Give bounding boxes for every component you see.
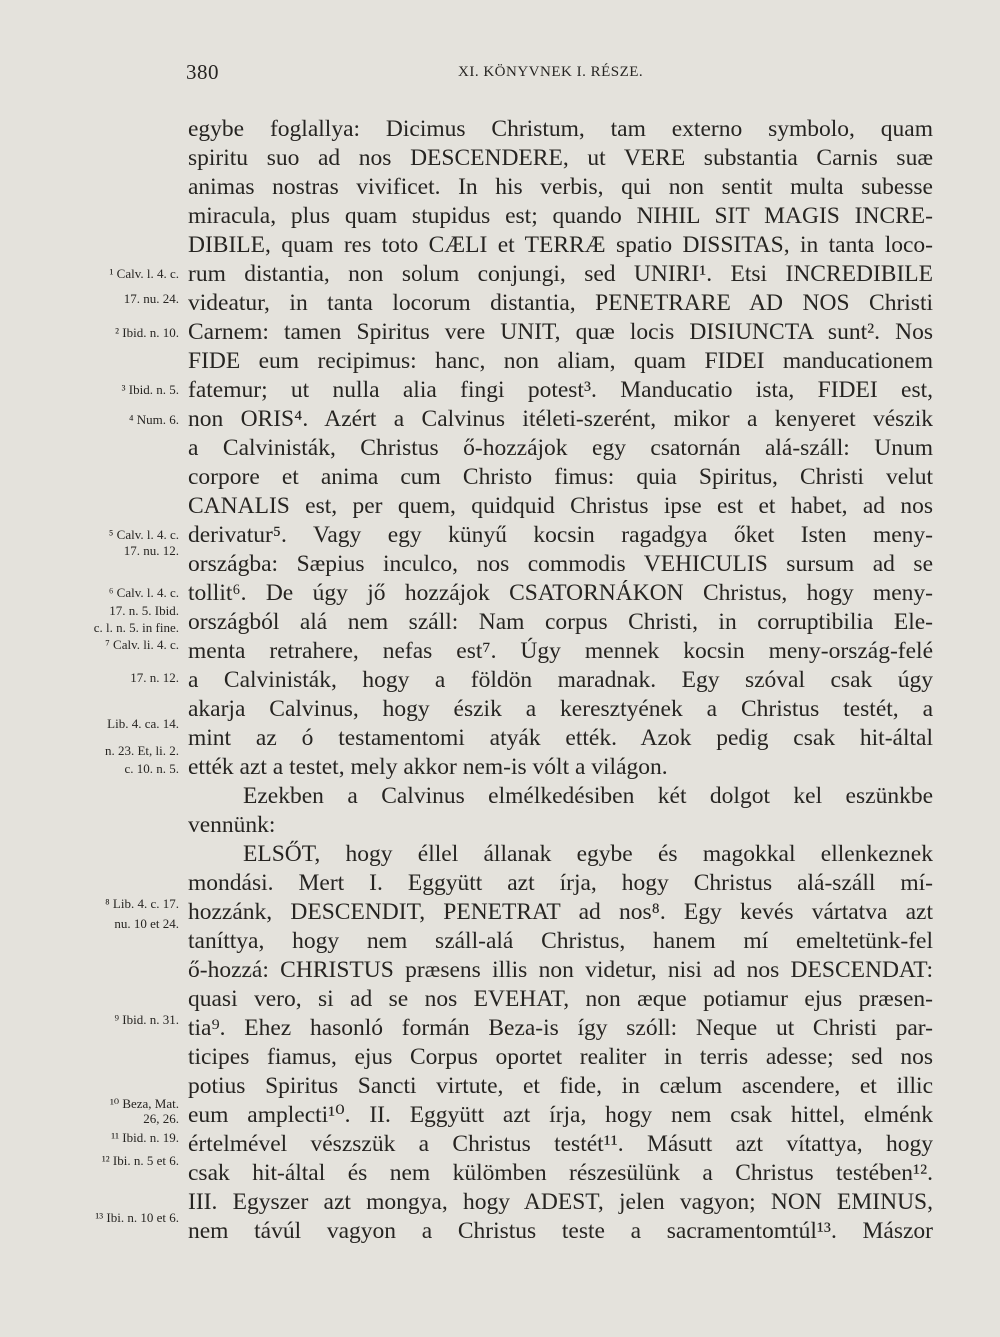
text-line: taníttya, hogy nem száll-alá Christus, hanem mí emeltetünk-fel [188,928,933,954]
margin-note: 17. nu. 24. [123,291,179,306]
text-line: hozzánk, DESCENDIT, PENETRAT ad nos⁸. Egy kevés vártatva azt [188,899,933,925]
margin-note: ⁸ Lib. 4. c. 17. [105,896,179,911]
text-line: DIBILE, quam res toto CÆLI et TERRÆ spatio DISSITAS, in tanta loco- [188,232,933,258]
text-line: ő-hozzá: CHRISTUS præsens illis non videtur, nisi ad nos DESCENDAT: [188,957,933,983]
margin-note: ¹² Ibi. n. 5 et 6. [101,1153,179,1168]
text-line: egybe foglallya: Dicimus Christum, tam externo symbolo, quam [188,116,933,142]
margin-note: ¹¹ Ibid. n. 19. [111,1130,179,1145]
text-line: miracula, plus quam stupidus est; quando NIHIL SIT MAGIS INCRE- [188,203,933,229]
margin-note: ¹ Calv. l. 4. c. [109,266,179,281]
text-line: értelmével vészszük a Christus testét¹¹. Másutt azt vítattya, hogy [188,1131,933,1157]
margin-note: ⁴ Num. 6. [128,412,179,427]
text-line: spiritu suo ad nos DESCENDERE, ut VERE substantia Carnis suæ [188,145,933,171]
text-line: a Calvinisták, hogy a földön maradnak. Egy szóval csak úgy [188,667,933,693]
text-line: csak hit-által és nem külömben részesülünk a Christus testében¹². [188,1160,933,1186]
text-line: fatemur; ut nulla alia fingi potest³. Manducatio ista, FIDEI est, [188,377,933,403]
margin-note: 17. nu. 12. [123,543,179,558]
text-line: FIDE eum recipimus: hanc, non aliam, quam FIDEI manducationem [188,348,933,374]
text-line: ticipes fiamus, ejus Corpus oportet realiter in terris adesse; sed nos [188,1044,933,1070]
text-line: a Calvinisták, Christus ő-hozzájok egy csatornán alá-száll: Unum [188,435,933,461]
margin-note: c. 10. n. 5. [124,761,179,776]
margin-note: ⁶ Calv. l. 4. c. [108,585,179,600]
text-line: Ezekben a Calvinus elmélkedésiben két dolgot kel eszünkbe [243,783,933,809]
text-line: országból alá nem száll: Nam corpus Christi, in corruptibilia Ele- [188,609,933,635]
text-line: ELSŐT, hogy éllel állanak egybe és magokkal ellenkeznek [243,841,933,867]
margin-note: 17. n. 5. Ibid. [109,603,179,618]
margin-note: 26, 26. [143,1111,179,1126]
margin-note: ¹³ Ibi. n. 10 et 6. [95,1210,179,1225]
margin-note: 17. n. 12. [130,670,179,685]
margin-note: ⁷ Calv. li. 4. c. [105,637,179,652]
text-line: vennünk: [188,812,276,838]
text-line: ették azt a testet, mely akkor nem-is vólt a világon. [188,754,668,780]
text-line: tia⁹. Ehez hasonló formán Beza-is így szóll: Neque ut Christi par- [188,1015,933,1041]
margin-note: n. 23. Et, li. 2. [104,743,179,758]
margin-note: ⁹ Ibid. n. 31. [114,1012,179,1027]
margin-note: ³ Ibid. n. 5. [121,382,179,397]
running-head: XI. KÖNYVNEK I. RÉSZE. [458,64,644,80]
margin-note: ¹⁰ Beza, Mat. [109,1096,179,1111]
text-line: III. Egyszer azt mongya, hogy ADEST, jelen vagyon; NON EMINUS, [188,1189,933,1215]
text-line: derivatur⁵. Vagy egy künyű kocsin ragadgya őket Isten meny- [188,522,933,548]
margin-note: ⁵ Calv. l. 4. c. [108,527,179,542]
text-line: országba: Sæpius inculco, nos commodis VEHICULIS sursum ad se [188,551,933,577]
text-line: corpore et anima cum Christo fimus: quia Spiritus, Christi velut [188,464,933,490]
text-line: akarja Calvinus, hogy észik a keresztyének a Christus testét, a [188,696,933,722]
margin-note: nu. 10 et 24. [114,916,179,931]
text-line: rum distantia, non solum conjungi, sed UNIRI¹. Etsi INCREDIBILE [188,261,933,287]
text-line: tollit⁶. De úgy jő hozzájok CSATORNÁKON Christus, hogy meny- [188,580,933,606]
text-line: potius Spiritus Sancti virtute, et fide, in cælum ascendere, et illic [188,1073,933,1099]
margin-note: Lib. 4. ca. 14. [107,716,179,731]
text-line: nem távúl vagyon a Christus teste a sacramentomtúl¹³. Mászor [188,1218,933,1244]
text-line: quasi vero, si ad se nos EVEHAT, non æque potiamur ejus præsen- [188,986,933,1012]
text-line: CANALIS est, per quem, quidquid Christus ipse est et habet, ad nos [188,493,933,519]
text-line: mint az ó testamentomi atyák ették. Azok pedig csak hit-által [188,725,933,751]
margin-note: ² Ibid. n. 10. [115,325,179,340]
text-line: menta retrahere, nefas est⁷. Úgy mennek kocsin meny-ország-felé [188,638,933,664]
text-line: Carnem: tamen Spiritus vere UNIT, quæ locis DISIUNCTA sunt². Nos [188,319,933,345]
text-line: animas nostras vivificet. In his verbis, qui non sentit multa subesse [188,174,933,200]
text-line: non ORIS⁴. Azért a Calvinus itéleti-szerént, mikor a kenyeret vészik [188,406,933,432]
text-line: mondási. Mert I. Eggyütt azt írja, hogy Christus alá-száll mí- [188,870,933,896]
margin-note: c. l. n. 5. in fine. [93,620,179,635]
page-number: 380 [186,60,219,84]
text-line: eum amplecti¹⁰. II. Eggyütt azt írja, hogy nem csak hittel, elménk [188,1102,933,1128]
text-line: videatur, in tanta locorum distantia, PENETRARE AD NOS Christi [188,290,933,316]
